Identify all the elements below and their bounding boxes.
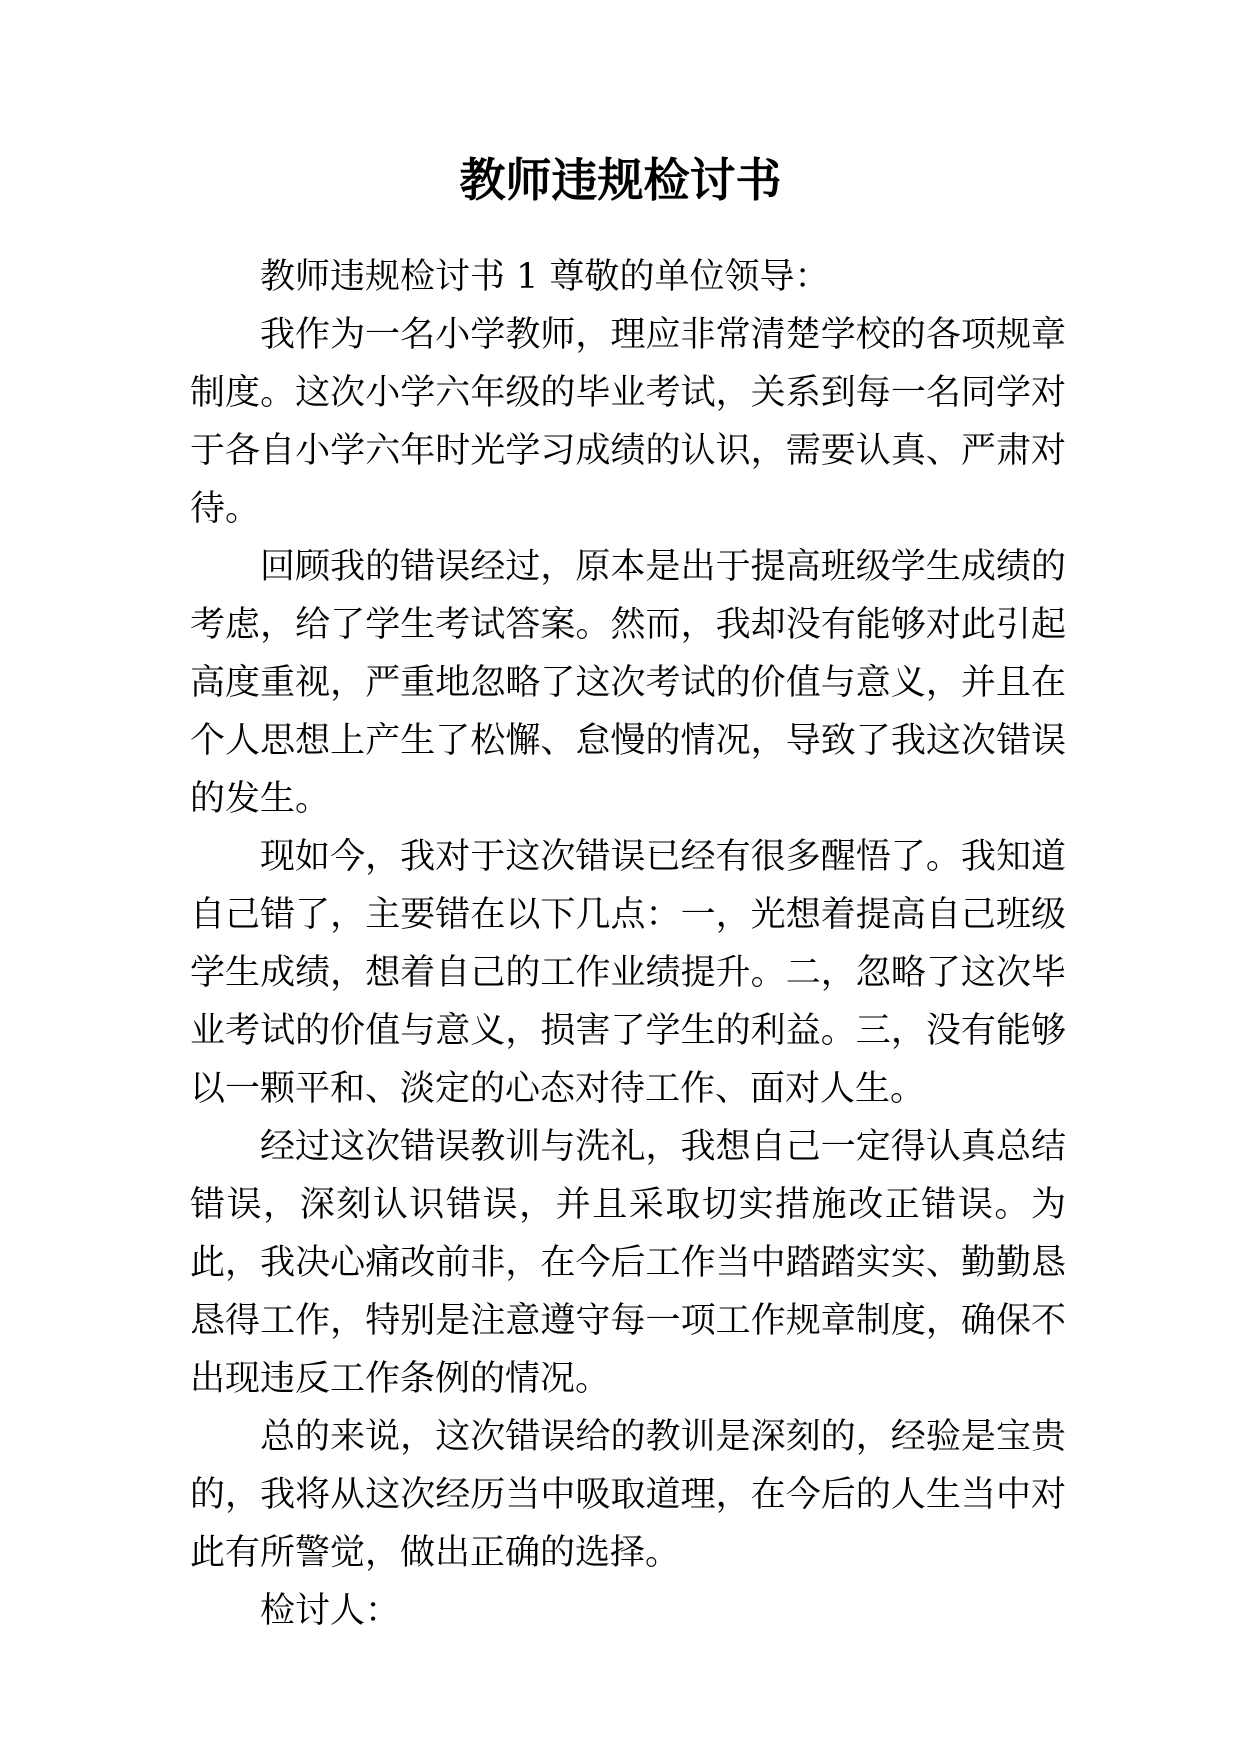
document-body xyxy=(190,248,1066,1640)
body-paragraph: 回顾我的错误经过，原本是出于提高班级学生成绩的考虑，给了学生考试答案。然而，我却没有能够对此引起高度重视，严重地忽略了这次考试的价值与意义，并且在个人思想上产生了松懈、怠慢的情况，导致了我这次错误的发生。 xyxy=(190,547,1066,819)
body-paragraph: 现如今，我对于这次错误已经有很多醒悟了。我知道自己错了，主要错在以下几点：一，光想着提高自己班级学生成绩，想着自己的工作业绩提升。二，忽略了这次毕业考试的价值与意义，损害了学生的利益。三，没有能够以一颗平和、淡定的心态对待工作、面对人生。 xyxy=(190,837,1066,1109)
salutation-paragraph: 教师违规检讨书 1 尊敬的单位领导： xyxy=(260,257,830,297)
document-title: 教师违规检讨书 xyxy=(459,153,782,207)
signature-label: 检讨人： xyxy=(260,1591,401,1631)
body-paragraph: 经过这次错误教训与洗礼，我想自己一定得认真总结错误，深刻认识错误，并且采取切实措施改正错误。为此，我决心痛改前非，在今后工作当中踏踏实实、勤勤恳恳得工作，特别是注意遵守每一项工作规章制度，确保不出现违反工作条例的情况。 xyxy=(190,1127,1066,1399)
body-paragraph: 总的来说，这次错误给的教训是深刻的，经验是宝贵的，我将从这次经历当中吸取道理，在今后的人生当中对此有所警觉，做出正确的选择。 xyxy=(190,1417,1066,1573)
body-paragraph: 我作为一名小学教师，理应非常清楚学校的各项规章制度。这次小学六年级的毕业考试，关系到每一名同学对于各自小学六年时光学习成绩的认识，需要认真、严肃对待。 xyxy=(190,315,1066,529)
